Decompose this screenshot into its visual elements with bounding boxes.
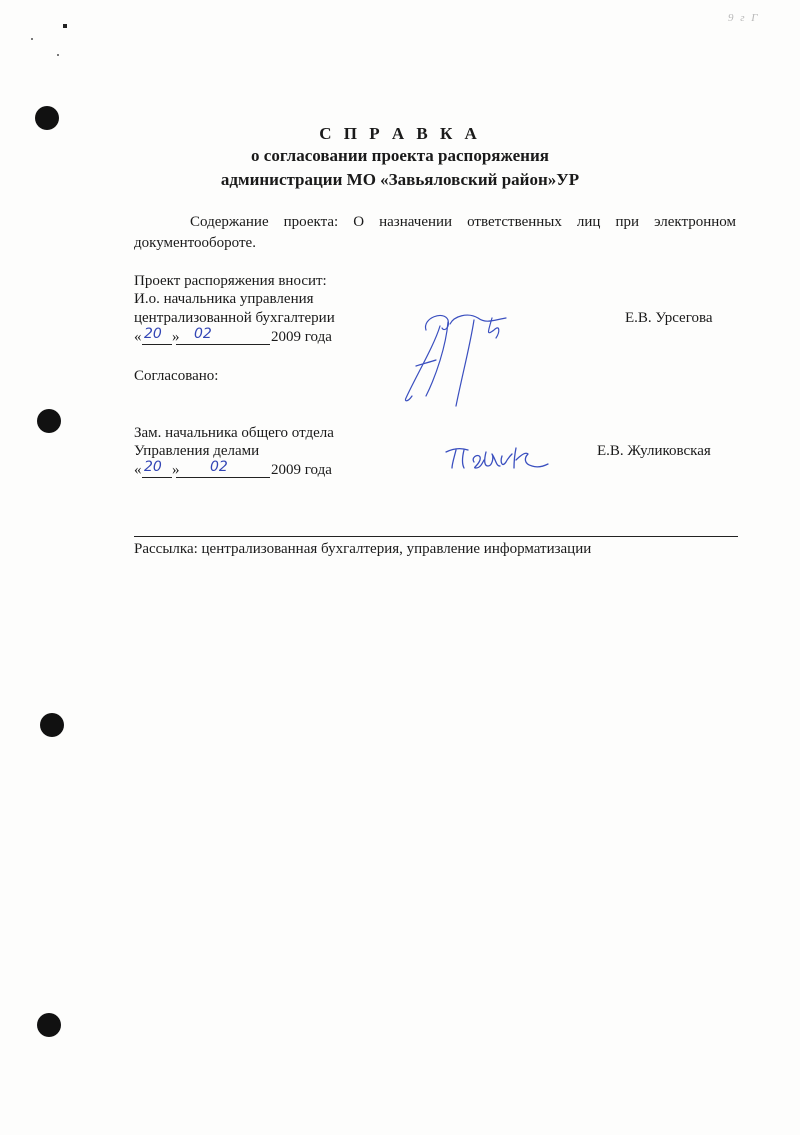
approver-year: 2009 года xyxy=(271,462,332,478)
punch-hole xyxy=(37,1013,61,1037)
document-title: С П Р А В К А xyxy=(319,124,481,143)
submitter-year: 2009 года xyxy=(271,329,332,345)
submitter-name: Е.В. Урсегова xyxy=(625,310,713,326)
submitter-date-open-quote: « xyxy=(134,329,142,345)
submitter-month-handwritten: 02 xyxy=(194,326,212,342)
submitter-signature xyxy=(396,306,516,416)
approver-date-open-quote: « xyxy=(134,462,142,478)
submitter-position-line2: централизованной бухгалтерии xyxy=(134,310,335,326)
separator-line xyxy=(134,536,738,537)
day-underline xyxy=(142,477,172,478)
approval-label: Согласовано: xyxy=(134,368,219,384)
project-content: Содержание проекта: О назначении ответственных лиц при электронном документообороте. xyxy=(134,214,736,251)
scan-speck xyxy=(31,38,33,40)
month-underline xyxy=(176,477,270,478)
submitter-intro: Проект распоряжения вносит: xyxy=(134,273,327,289)
scan-speck xyxy=(57,54,59,56)
approver-signature xyxy=(440,438,550,478)
submitter-date-close-quote: » xyxy=(172,329,180,345)
approver-position-line1: Зам. начальника общего отдела xyxy=(134,425,334,441)
approver-date-close-quote: » xyxy=(172,462,180,478)
punch-hole xyxy=(37,409,61,433)
submitter-position-line1: И.о. начальника управления xyxy=(134,291,314,307)
approver-name: Е.В. Жуликовская xyxy=(597,443,711,459)
document-subtitle-line2: администрации МО «Завьяловский район»УР xyxy=(220,170,580,189)
scan-speck xyxy=(63,24,67,28)
approver-position-line2: Управления делами xyxy=(134,443,260,459)
document-subtitle-line1: о согласовании проекта распоряжения xyxy=(251,146,549,165)
distribution-list: Рассылка: централизованная бухгалтерия, управление информатизации xyxy=(134,541,592,557)
approver-month-handwritten: 02 xyxy=(210,459,228,475)
day-underline xyxy=(142,344,172,345)
pencil-mark: 9 г Г xyxy=(728,12,760,24)
month-underline xyxy=(176,344,270,345)
submitter-day-handwritten: 20 xyxy=(144,326,162,342)
approver-day-handwritten: 20 xyxy=(144,459,162,475)
punch-hole xyxy=(40,713,64,737)
